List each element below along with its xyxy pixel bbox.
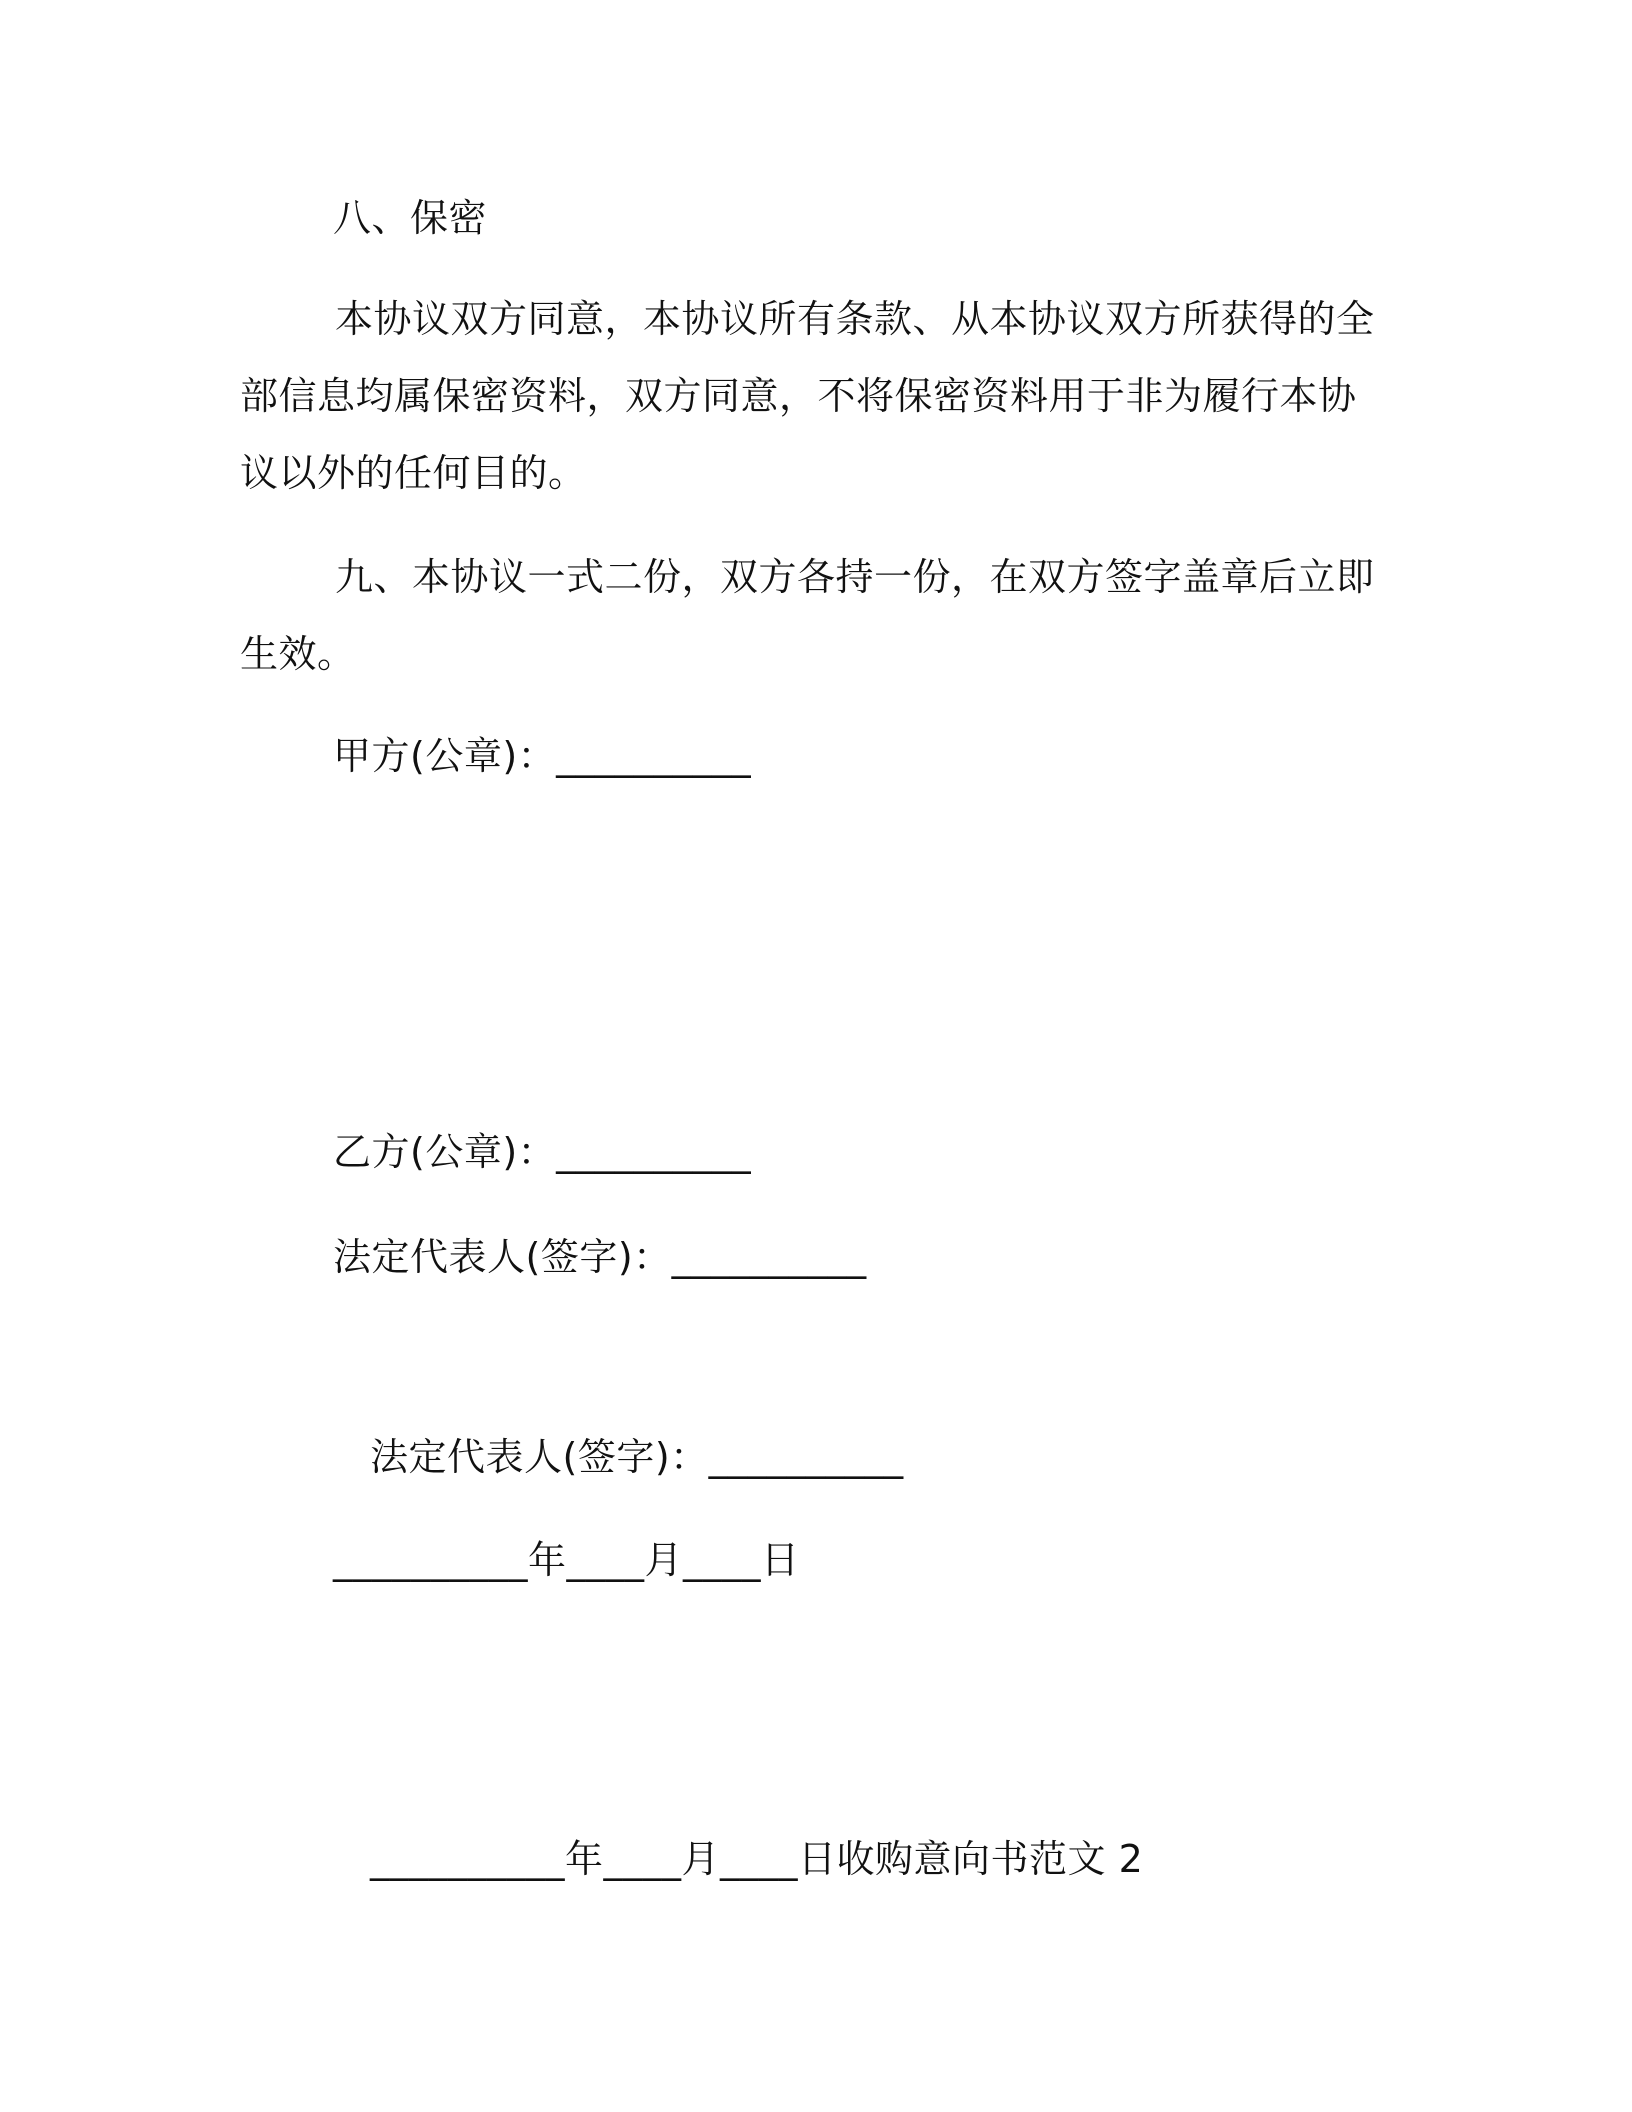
section-8-body: 本协议双方同意，本协议所有条款、从本协议双方所获得的全部信息均属保密资料，双方同意，不将保密资料用于非为履行本协议以外的任何目的。 xyxy=(240,297,1375,495)
section-8-heading: 八、保密 xyxy=(333,196,488,240)
date-line-2-with-title: __________年____月____日收购意向书范文 2 xyxy=(370,1837,1144,1881)
party-b-seal-line: 乙方(公章)：__________ xyxy=(333,1130,752,1174)
legal-rep-signature-line-2: 法定代表人(签字)：__________ xyxy=(370,1435,904,1479)
legal-rep-signature-line-1: 法定代表人(签字)：__________ xyxy=(333,1235,867,1279)
section-9-body: 九、本协议一式二份，双方各持一份，在双方签字盖章后立即生效。 xyxy=(240,555,1375,676)
date-line-1: __________年____月____日 xyxy=(333,1538,800,1582)
party-a-seal-line: 甲方(公章)：__________ xyxy=(333,734,752,778)
